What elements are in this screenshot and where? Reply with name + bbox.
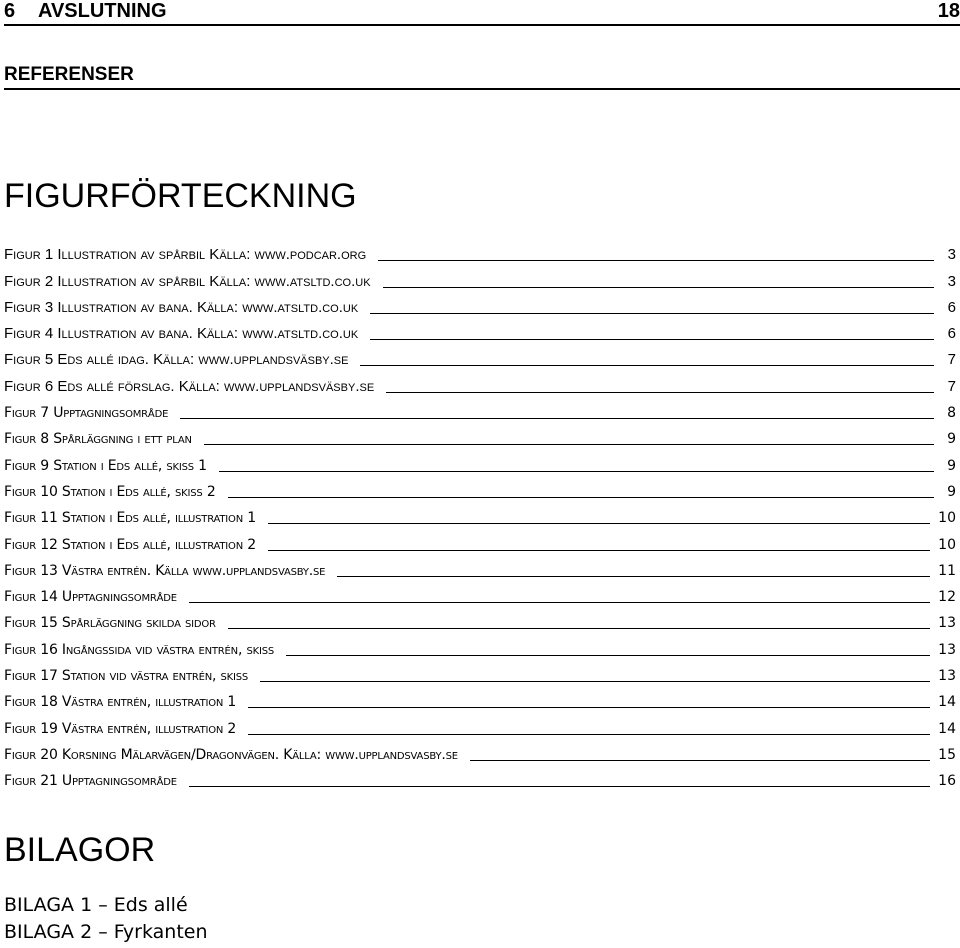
toc-entry[interactable] (4, 713, 956, 739)
toc-entry-label: Figur 12 Station i Eds allé, illustration 2 (4, 536, 256, 553)
figures-heading: FIGURFÖRTECKNING (4, 177, 357, 215)
toc-leader (470, 759, 930, 761)
toc-entry-label: Figur 11 Station i Eds allé, illustration 1 (4, 510, 256, 527)
toc-entry[interactable] (4, 266, 956, 292)
toc-entry-label: Figur 17 Station vid västra entrén, skiss (4, 668, 249, 685)
toc-leader (204, 443, 934, 445)
toc-entry[interactable] (4, 556, 956, 582)
toc-entry-label: Figur 18 Västra entrén, illustration 1 (4, 694, 237, 711)
toc-leader (189, 601, 930, 603)
toc-entry-label: Figur 10 Station i Eds allé, skiss 2 (4, 483, 216, 500)
attachment-list (4, 892, 208, 946)
attachment-item[interactable]: BILAGA 2 – Fyrkanten (4, 921, 208, 943)
toc-leader (383, 286, 934, 288)
toc-entry-page: 9 (947, 457, 956, 474)
toc-leader (337, 575, 930, 577)
toc-entry-page: 13 (938, 615, 956, 632)
toc-entry-page: 3 (947, 272, 956, 290)
figure-list (4, 240, 956, 792)
toc-entry-label: Figur 4 Illustration av bana. Källa: www.atsltd.co.uk (4, 325, 359, 343)
toc-entry-label: Figur 5 Eds allé idag. Källa: www.upplandsväsby.se (4, 351, 349, 369)
toc-entry[interactable] (4, 634, 956, 660)
toc-entry-label: Figur 3 Illustration av bana. Källa: www.atsltd.co.uk (4, 298, 359, 316)
toc-entry-page: 14 (938, 720, 956, 737)
toc-entry-label: Figur 9 Station i Eds allé, skiss 1 (4, 457, 207, 474)
toc-entry[interactable] (4, 687, 956, 713)
toc-entry-page: 9 (947, 431, 956, 448)
chapter-title: AVSLUTNING (38, 0, 167, 22)
toc-entry[interactable] (4, 766, 956, 792)
toc-entry-page: 15 (938, 746, 956, 763)
toc-entry-label: Figur 2 Illustration av spårbil Källa: www.atsltd.co.uk (4, 272, 371, 290)
toc-entry[interactable] (4, 477, 956, 503)
toc-leader (360, 364, 934, 366)
toc-entry[interactable] (4, 529, 956, 555)
toc-entry-label: Figur 19 Västra entrén, illustration 2 (4, 720, 237, 737)
toc-entry-page: 16 (938, 773, 956, 790)
toc-leader (268, 522, 930, 524)
toc-entry-label: Figur 14 Upptagningsområde (4, 589, 177, 606)
toc-entry[interactable] (4, 319, 956, 345)
toc-entry-page: 6 (947, 325, 956, 343)
toc-leader (370, 312, 934, 314)
toc-entry[interactable] (4, 345, 956, 371)
toc-entry[interactable] (4, 608, 956, 634)
toc-entry[interactable] (4, 582, 956, 608)
toc-entry-label: Figur 16 Ingångssida vid västra entrén, skiss (4, 641, 274, 658)
toc-entry-page: 7 (947, 377, 956, 395)
toc-leader (378, 259, 934, 261)
toc-entry[interactable] (4, 424, 956, 450)
toc-entry-label: Figur 20 Korsning Mälarvägen/Dragonvägen. Källa: www.upplandsvasby.se (4, 746, 458, 763)
toc-entry-page: 14 (938, 694, 956, 711)
references-heading: REFERENSER (4, 64, 960, 90)
toc-entry-page: 12 (938, 589, 956, 606)
toc-entry[interactable] (4, 661, 956, 687)
toc-entry-page: 13 (938, 641, 956, 658)
toc-entry-page: 6 (947, 298, 956, 316)
toc-leader (219, 470, 934, 472)
toc-entry-label: Figur 13 Västra entrén. Källa www.upplandsvasby.se (4, 562, 326, 579)
toc-entry-label: Figur 1 Illustration av spårbil Källa: www.podcar.org (4, 246, 367, 264)
attachment-item[interactable]: BILAGA 1 – Eds allé (4, 894, 188, 916)
toc-entry-label: Figur 7 Upptagningsområde (4, 405, 169, 422)
toc-leader (189, 785, 930, 787)
toc-entry-page: 7 (947, 351, 956, 369)
toc-leader (248, 733, 930, 735)
toc-entry-page: 11 (938, 562, 956, 579)
toc-entry[interactable] (4, 450, 956, 476)
toc-entry-page: 8 (947, 405, 956, 422)
attachments-heading: BILAGOR (4, 831, 156, 869)
toc-leader (386, 391, 934, 393)
toc-leader (228, 627, 930, 629)
chapter-header (4, 0, 960, 26)
toc-entry[interactable] (4, 740, 956, 766)
toc-entry-page: 3 (947, 246, 956, 264)
toc-entry-label: Figur 15 Spårläggning skilda sidor (4, 615, 216, 632)
toc-entry-page: 10 (938, 536, 956, 553)
toc-leader (180, 417, 934, 419)
toc-leader (370, 338, 934, 340)
toc-leader (286, 654, 930, 656)
toc-entry-label: Figur 6 Eds allé förslag. Källa: www.upplandsväsby.se (4, 377, 375, 395)
chapter-number: 6 (4, 0, 16, 22)
toc-entry[interactable] (4, 240, 956, 266)
toc-entry-page: 13 (938, 668, 956, 685)
toc-entry[interactable] (4, 293, 956, 319)
toc-entry-label: Figur 8 Spårläggning i ett plan (4, 431, 192, 448)
toc-leader (260, 680, 930, 682)
toc-leader (268, 549, 930, 551)
toc-leader (248, 706, 930, 708)
toc-entry[interactable] (4, 398, 956, 424)
chapter-page-number: 18 (937, 0, 960, 22)
toc-entry[interactable] (4, 371, 956, 397)
toc-entry[interactable] (4, 503, 956, 529)
toc-leader (228, 496, 934, 498)
toc-entry-label: Figur 21 Upptagningsområde (4, 773, 177, 790)
toc-entry-page: 10 (938, 510, 956, 527)
toc-entry-page: 9 (947, 483, 956, 500)
